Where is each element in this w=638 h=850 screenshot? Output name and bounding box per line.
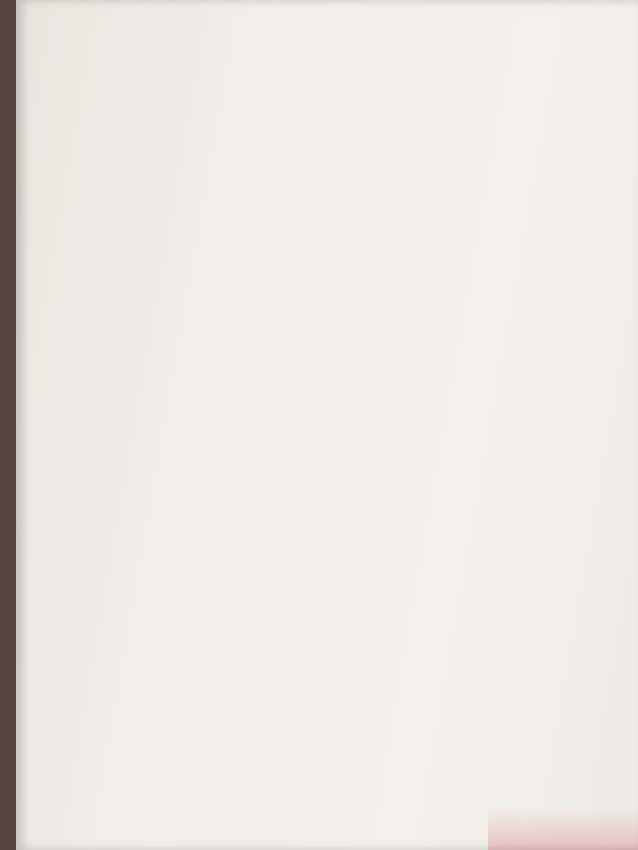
page-text	[60, 0, 574, 14]
page-number	[60, 3, 574, 14]
page-edge	[488, 808, 638, 850]
book-page	[16, 0, 638, 850]
